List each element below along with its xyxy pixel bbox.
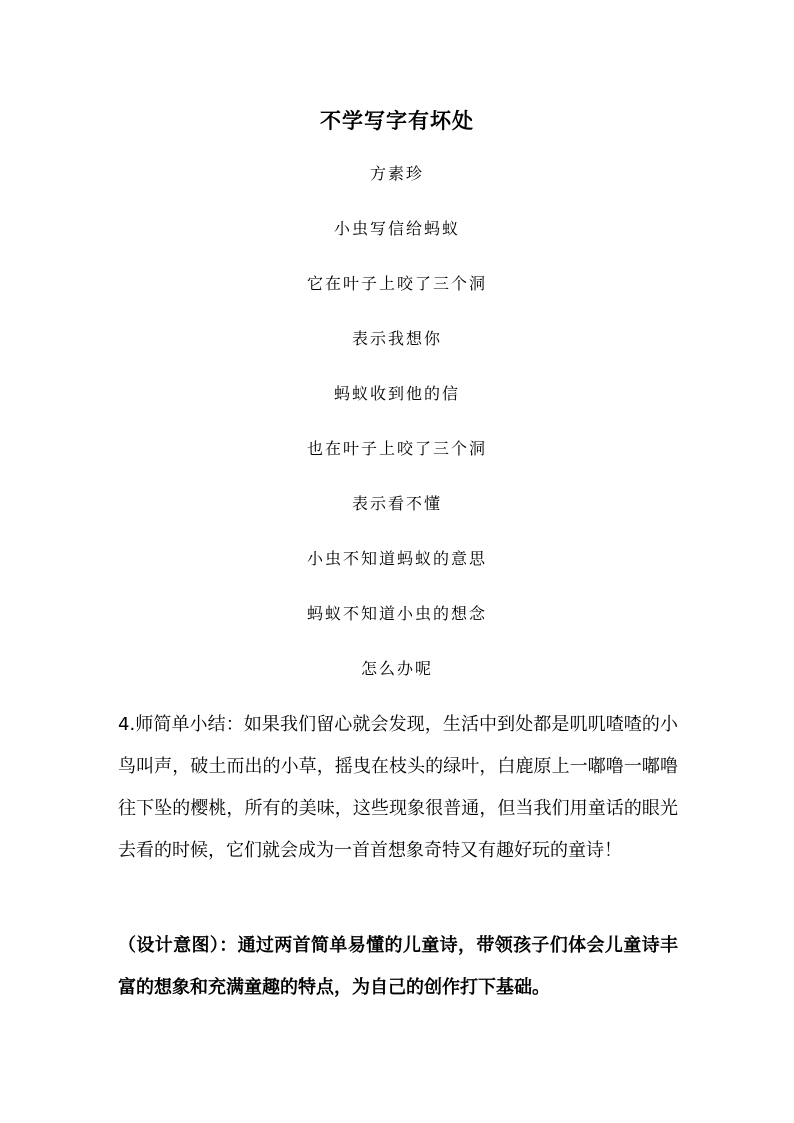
poem-line: 表示我想你 [351, 329, 442, 348]
teacher-summary-paragraph: 4.师简单小结：如果我们留心就会发现，生活中到处都是叽叽喳喳的小鸟叫声，破土而出的小草，摇曳在枝头的绿叶，白鹿原上一嘟噜一嘟噜往下坠的樱桃，所有的美味，这些现象很普通，但当我们用童话的眼光去看的时候，它们就会成为一首首想象奇特又有趣好玩的童诗！ [118, 714, 678, 861]
poem-line: 它在叶子上咬了三个洞 [306, 274, 487, 293]
poem-line: 表示看不懂 [351, 494, 442, 513]
poem-line: 蚂蚁收到他的信 [333, 384, 460, 403]
design-intent-paragraph: （设计意图）：通过两首简单易懂的儿童诗，带领孩子们体会儿童诗丰富的想象和充满童趣的特点，为自己的创作打下基础。 [118, 935, 678, 998]
poem-line: 蚂蚁不知道小虫的想念 [306, 604, 487, 623]
poem-line: 小虫不知道蚂蚁的意思 [306, 549, 487, 568]
poem-author: 方素珍 [369, 164, 424, 183]
poem-line: 小虫写信给蚂蚁 [333, 219, 460, 238]
poem-body [0, 216, 794, 711]
poem-title: 不学写字有坏处 [320, 108, 474, 133]
poem-line: 也在叶子上咬了三个洞 [306, 439, 487, 458]
poem-line: 怎么办呢 [360, 659, 433, 678]
